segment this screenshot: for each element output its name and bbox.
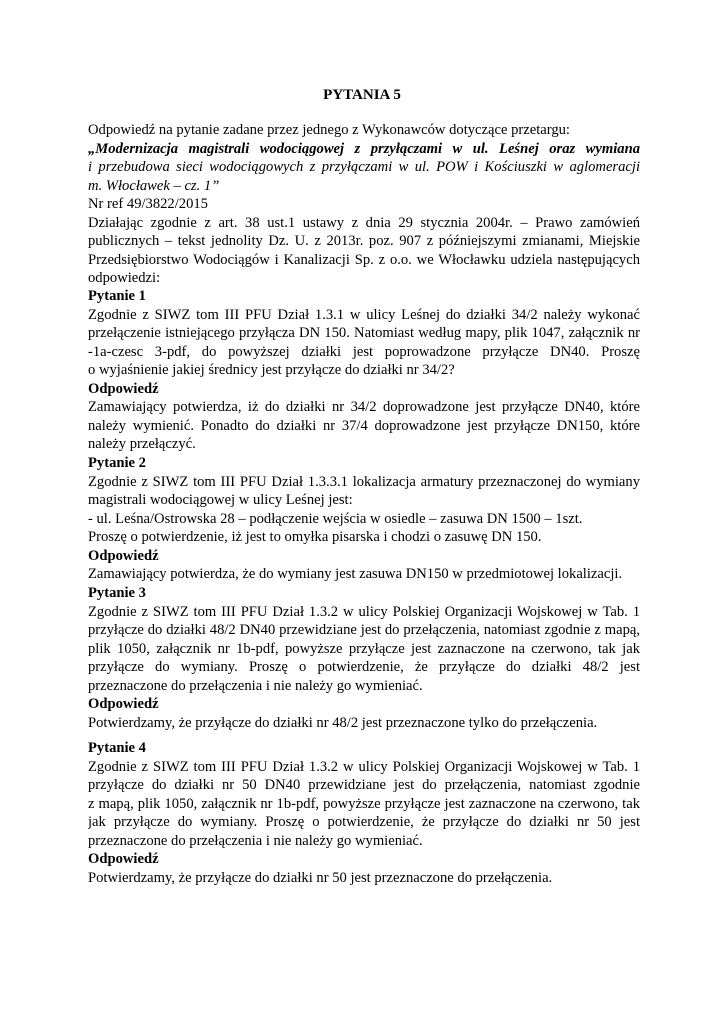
tender-subject-line: i przebudowa sieci wodociągowych z przyłączami w ul. POW i Kościuszki w aglomeracji: [88, 159, 640, 175]
question-text-line: przełączenie istniejącego przyłącza DN 150. Natomiast według mapy, plik 1047, załącznik nr: [88, 325, 640, 341]
answer-heading: Odpowiedź: [88, 380, 159, 397]
question-text-line: przyłącze do wymiany. Proszę o potwierdzenie, że przyłącze do działki 48/2 jest: [88, 659, 640, 675]
question-text-line: Zgodnie z SIWZ tom III PFU Dział 1.3.2 w ulicy Polskiej Organizacji Wojskowej w Tab. 1: [88, 603, 640, 620]
question-heading: Pytanie 1: [88, 288, 146, 304]
intro-body-line: odpowiedzi:: [88, 270, 161, 286]
intro-lead: Odpowiedź na pytanie zadane przez jednego z Wykonawców dotyczące przetargu:: [88, 122, 570, 138]
question-text-line: przyłącze do działki 48/2 DN40 przewidziane jest do przełączenia, natomiast zgodnie z mapą,: [88, 622, 640, 638]
question-text-line: przyłącze do działki nr 50 DN40 przewidziane jest do przełączenia, natomiast zgodnie: [88, 777, 640, 793]
question-text-line: o wyjaśnienie jakiej średnicy jest przyłącze do działki nr 34/2?: [88, 362, 455, 378]
tender-subject-line: „Modernizacja magistrali wodociągowej z przyłączami w ul. Leśnej oraz wymiana: [88, 140, 640, 157]
intro-body-line: Przedsiębiorstwo Wodociągów i Kanalizacji Sp. z o.o. we Włocławku udziela następujących: [88, 251, 640, 268]
answer-heading: Odpowiedź: [88, 696, 159, 712]
answer-text-line: Zamawiający potwierdza, iż do działki nr 34/2 doprowadzone jest przyłącze DN40, które: [88, 399, 640, 415]
question-text-line: -1a-czesc 3-pdf, do powyższej działki jest poprowadzone przyłącze DN40. Proszę: [88, 343, 640, 360]
question-text-line: Zgodnie z SIWZ tom III PFU Dział 1.3.2 w ulicy Polskiej Organizacji Wojskowej w Tab. 1: [88, 758, 640, 775]
answer-text-line: należy przełączyć.: [88, 436, 196, 452]
question-section-3: [88, 584, 640, 732]
question-text-line: - ul. Leśna/Ostrowska 28 – podłączenie wejścia w osiedle – zasuwa DN 1500 – 1szt.: [88, 510, 583, 527]
question-section-2: [88, 454, 640, 584]
answer-text-line: Potwierdzamy, że przyłącze do działki nr 48/2 jest przeznaczone tylko do przełączenia.: [88, 714, 598, 731]
answer-heading: Odpowiedź: [88, 851, 159, 867]
answer-text-line: należy wymienić. Ponadto do działki nr 37/4 doprowadzone jest przyłącze DN150, które: [88, 417, 640, 434]
question-section-1: [88, 287, 640, 454]
question-text-line: przeznaczone do przełączenia i nie należy go wymieniać.: [88, 832, 423, 849]
question-heading: Pytanie 2: [88, 455, 146, 471]
answer-text-line: Potwierdzamy, że przyłącze do działki nr 50 jest przeznaczone do przełączenia.: [88, 869, 553, 886]
answer-text-line: Zamawiający potwierdza, że do wymiany jest zasuwa DN150 w przedmiotowej lokalizacji.: [88, 566, 623, 582]
question-text-line: przeznaczone do przełączenia i nie należy go wymieniać.: [88, 677, 423, 694]
document-title: PYTANIA 5: [323, 87, 401, 103]
question-heading: Pytanie 3: [88, 585, 146, 601]
intro-body-line: publicznych – tekst jednolity Dz. U. z 2013r. poz. 907 z późniejszymi zmianami, Miejskie: [88, 233, 640, 249]
reference-number: Nr ref 49/3822/2015: [88, 196, 208, 212]
answer-heading: Odpowiedź: [88, 547, 159, 564]
question-heading: Pytanie 4: [88, 740, 146, 756]
intro-section: [88, 121, 640, 288]
intro-body-line: Działając zgodnie z art. 38 ust.1 ustawy z dnia 29 stycznia 2004r. – Prawo zamówień: [88, 214, 640, 231]
question-text-line: plik 1050, załącznik nr 1b-pdf, powyższe przyłącze jest zaznaczone na czerwono, tak jak: [88, 640, 640, 657]
question-text-line: z mapą, plik 1050, załącznik nr 1b-pdf, powyższe przyłącze jest zaznaczone na czerwono, tak: [88, 795, 640, 812]
question-text-line: Proszę o potwierdzenie, iż jest to omyłka pisarska i chodzi o zasuwę DN 150.: [88, 529, 542, 545]
question-text-line: Zgodnie z SIWZ tom III PFU Dział 1.3.3.1 lokalizacja armatury przeznaczonej do wymiany: [88, 473, 640, 490]
question-text-line: jak przyłącze do wymiany. Proszę o potwierdzenie, że przyłącze do działki nr 50 jest: [88, 814, 640, 830]
question-section-4: [88, 739, 640, 887]
question-text-line: Zgodnie z SIWZ tom III PFU Dział 1.3.1 w ulicy Leśnej do działki 34/2 należy wykonać: [88, 306, 640, 323]
question-text-line: magistrali wodociągowej w ulicy Leśnej jest:: [88, 492, 353, 508]
tender-subject-line: m. Włocławek – cz. 1”: [88, 177, 220, 194]
